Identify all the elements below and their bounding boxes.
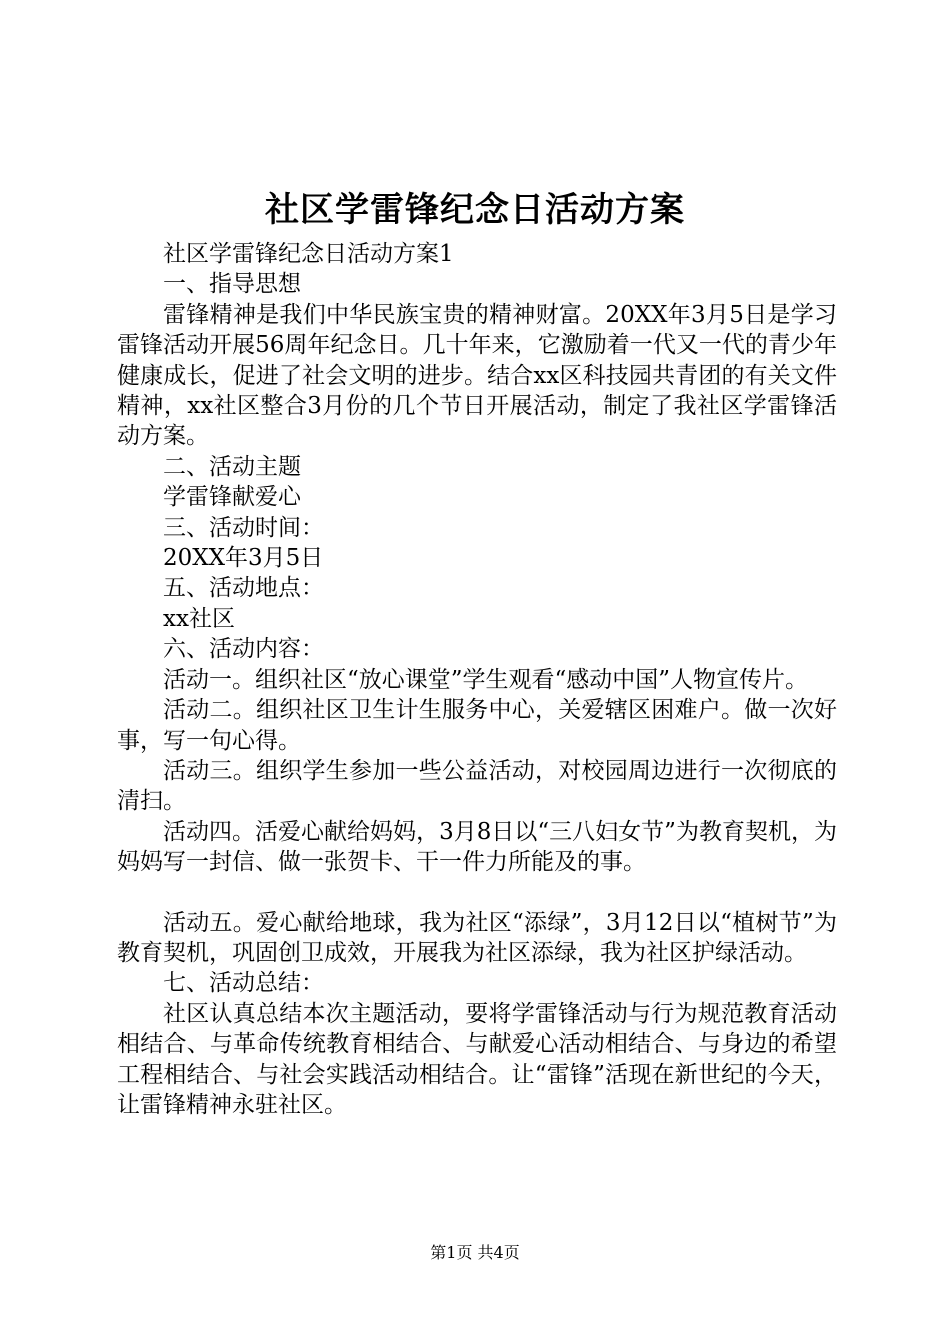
paragraph-activity-summary: 社区认真总结本次主题活动，要将学雷锋活动与行为规范教育活动相结合、与革命传统教育相结合、与献爱心活动相结合、与身边的希望工程相结合、与社会实践活动相结合。让“雷锋”活现在新世纪的今天，让雷锋精神永驻社区。 bbox=[117, 1000, 837, 1118]
paragraph-activity-five: 活动五。爱心献给地球，我为社区“添绿”，3月12日以“植树节”为教育契机，巩固创卫成效，开展我为社区添绿，我为社区护绿活动。 bbox=[117, 909, 837, 966]
paragraph-activity-location: xx社区 bbox=[163, 605, 235, 632]
heading-activity-content: 六、活动内容： bbox=[163, 636, 324, 663]
document-body bbox=[117, 239, 837, 1120]
heading-activity-time: 三、活动时间： bbox=[163, 514, 324, 541]
paragraph-subtitle: 社区学雷锋纪念日活动方案1 bbox=[163, 241, 454, 267]
paragraph-guiding-ideology: 雷锋精神是我们中华民族宝贵的精神财富。20XX年3月5日是学习雷锋活动开展56周年纪念日。几十年来，它激励着一代又一代的青少年健康成长，促进了社会文明的进步。结合xx区科技园共青团的有关文件精神，xx社区整合3月份的几个节日开展活动，制定了我社区学雷锋活动方案。 bbox=[117, 301, 837, 450]
paragraph-activity-theme: 学雷锋献爱心 bbox=[163, 484, 301, 511]
paragraph-activity-two: 活动二。组织社区卫生计生服务中心，关爱辖区困难户。做一次好事，写一句心得。 bbox=[117, 697, 837, 754]
heading-activity-theme: 二、活动主题 bbox=[163, 453, 301, 480]
document-title: 社区学雷锋纪念日活动方案 bbox=[265, 190, 685, 230]
heading-activity-location: 五、活动地点： bbox=[163, 575, 324, 602]
page-footer: 第1页 共4页 bbox=[430, 1243, 520, 1262]
heading-guiding-ideology: 一、指导思想 bbox=[163, 271, 301, 298]
heading-activity-summary: 七、活动总结： bbox=[163, 970, 324, 997]
paragraph-activity-four: 活动四。活爱心献给妈妈，3月8日以“三八妇女节”为教育契机，为妈妈写一封信、做一张贺卡、干一件力所能及的事。 bbox=[117, 818, 837, 876]
paragraph-activity-three: 活动三。组织学生参加一些公益活动，对校园周边进行一次彻底的清扫。 bbox=[117, 757, 837, 815]
paragraph-activity-one: 活动一。组织社区“放心课堂”学生观看“感动中国”人物宣传片。 bbox=[163, 666, 809, 693]
paragraph-activity-time: 20XX年3月5日 bbox=[163, 545, 324, 572]
